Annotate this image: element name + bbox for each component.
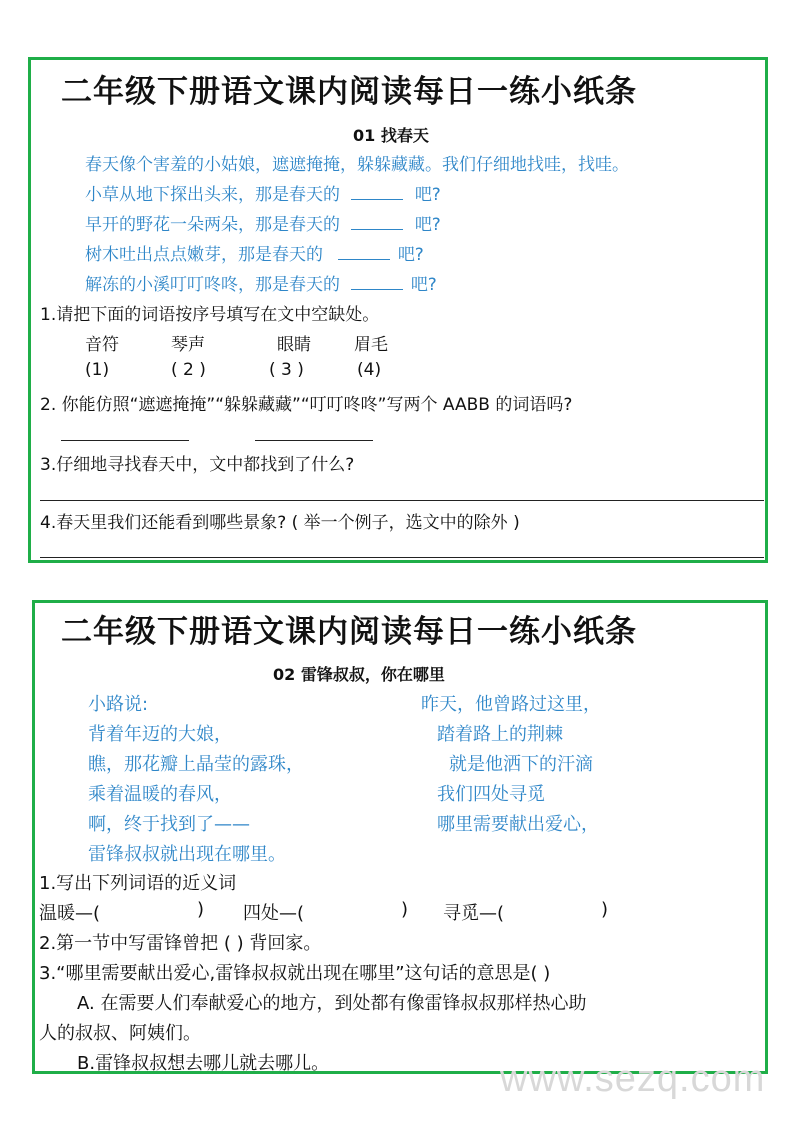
synonym-item: ) (401, 899, 409, 920)
lesson-subtitle: 02 雷锋叔叔，你在哪里 (273, 665, 445, 684)
poem-line: 乘着温暖的春风， (88, 784, 232, 805)
lesson-subtitle: 01 找春天 (353, 126, 429, 145)
question-1: 1.请把下面的词语按序号填写在文中空缺处。 (40, 305, 380, 325)
fill-blank (351, 211, 403, 230)
worksheet-card-1 (28, 57, 768, 563)
fill-blank (351, 271, 403, 290)
question-3: 3.仔细地寻找春天中，文中都找到了什么? (40, 455, 355, 475)
word-option: 眼睛 (277, 335, 311, 355)
word-option: 音符 (85, 335, 119, 355)
fill-blank (351, 181, 403, 200)
poem-line: 我们四处寻觅 (437, 784, 545, 805)
watermark: www.sezq.com (500, 1058, 766, 1100)
poem-line: 瞧，那花瓣上晶莹的露珠， (88, 754, 304, 775)
question-2: 2. 你能仿照“遮遮掩掩”“躲躲藏藏”“叮叮咚咚”写两个 AABB 的词语吗? (40, 395, 573, 415)
answer-line (255, 440, 373, 441)
word-number: (1) (85, 360, 110, 380)
question-3: 3.“哪里需要献出爱心,雷锋叔叔就出现在哪里”这句话的意思是( ) (39, 963, 551, 984)
poem-line: 啊，终于找到了—— (88, 814, 250, 835)
option-b: B.雷锋叔叔想去哪儿就去哪儿。 (77, 1053, 330, 1074)
answer-line (61, 440, 189, 441)
poem-line: 小路说: (88, 694, 149, 715)
poem-line: 雷锋叔叔就出现在哪里。 (88, 844, 286, 865)
word-number: ( 2 ) (171, 360, 206, 380)
passage-line: 小草从地下探出头来，那是春天的 吧? (85, 180, 441, 205)
option-a: A. 在需要人们奉献爱心的地方，到处都有像雷锋叔叔那样热心助 (77, 993, 587, 1014)
word-number: ( 3 ) (269, 360, 304, 380)
question-4: 4.春天里我们还能看到哪些景象? ( 举一个例子，选文中的除外 ) (40, 513, 520, 533)
fill-blank (338, 241, 390, 260)
poem-line: 背着年迈的大娘， (88, 724, 232, 745)
word-option: 琴声 (171, 335, 205, 355)
card-title: 二年级下册语文课内阅读每日一练小纸条 (61, 74, 637, 110)
passage-line: 早开的野花一朵两朵，那是春天的 吧? (85, 210, 441, 235)
question-2: 2.第一节中写雷锋曾把 ( ) 背回家。 (39, 933, 322, 954)
synonym-item: ) (197, 899, 205, 920)
word-option: 眉毛 (354, 335, 388, 355)
passage-line: 解冻的小溪叮叮咚咚，那是春天的 吧? (85, 270, 437, 295)
synonym-item: 四处—( (243, 903, 305, 924)
word-number: (4) (357, 360, 382, 380)
passage-line: 树木吐出点点嫩芽，那是春天的 吧? (85, 240, 424, 265)
synonym-item: 寻觅—( (443, 903, 505, 924)
answer-line (40, 500, 764, 501)
poem-line: 就是他洒下的汗滴 (449, 754, 593, 775)
option-a-continued: 人的叔叔、阿姨们。 (39, 1023, 201, 1044)
passage-line: 春天像个害羞的小姑娘，遮遮掩掩，躲躲藏藏。我们仔细地找哇，找哇。 (85, 155, 629, 175)
poem-line: 哪里需要献出爱心， (437, 814, 599, 835)
poem-line: 昨天，他曾路过这里， (421, 694, 601, 715)
card-title: 二年级下册语文课内阅读每日一练小纸条 (61, 614, 637, 650)
poem-line: 踏着路上的荆棘 (437, 724, 563, 745)
synonym-item: 温暖—( (39, 903, 101, 924)
synonym-item: ) (601, 899, 609, 920)
question-1: 1.写出下列词语的近义词 (39, 873, 237, 894)
answer-line (40, 557, 764, 558)
worksheet-card-2 (32, 600, 768, 1074)
